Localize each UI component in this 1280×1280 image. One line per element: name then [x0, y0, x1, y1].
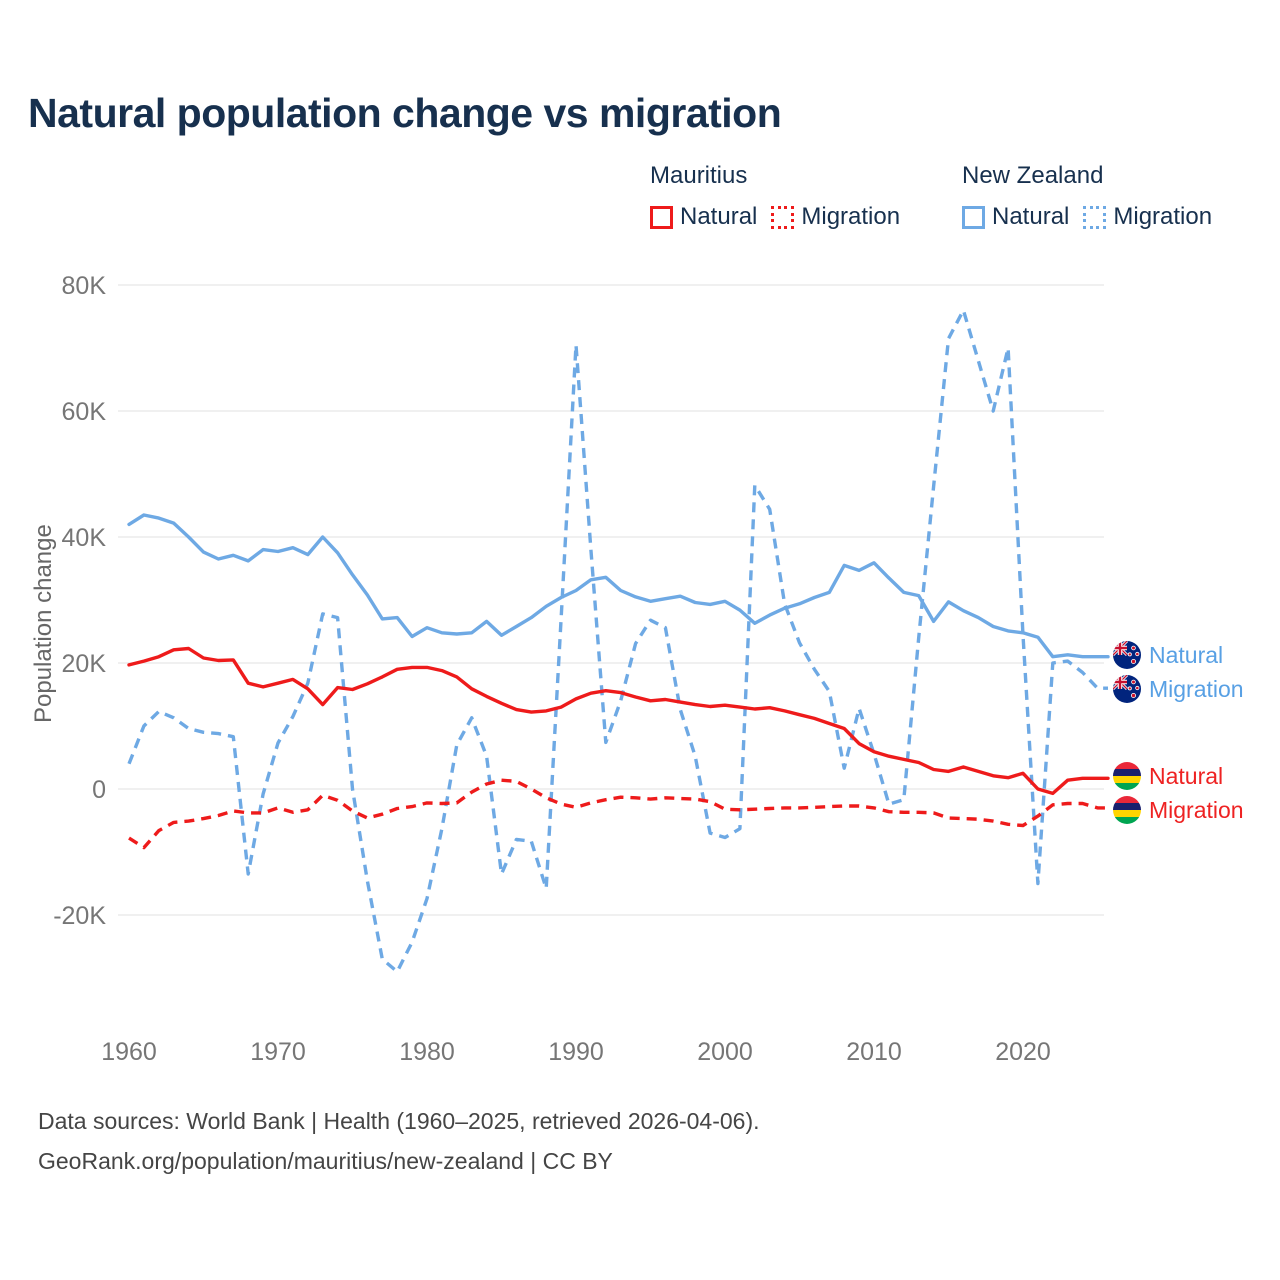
footer-attribution: GeoRank.org/population/mauritius/new-zealand | CC BY	[38, 1148, 613, 1174]
end-label-text: Natural	[1149, 762, 1224, 789]
end-label-text: Natural	[1149, 641, 1224, 668]
x-tick-label: 2010	[846, 1038, 902, 1066]
y-axis-title: Population change	[30, 524, 57, 723]
legend-label-new-zealand-migration: Migration	[1113, 203, 1213, 230]
x-tick-label: 2000	[697, 1038, 753, 1066]
legend-label-new-zealand-natural: Natural	[992, 203, 1070, 230]
end-label-text: Migration	[1149, 675, 1244, 702]
end-label-text: Migration	[1149, 796, 1244, 823]
legend-label-mauritius-migration: Migration	[801, 203, 901, 230]
legend-label-mauritius-natural: Natural	[680, 203, 758, 230]
footer-data-sources: Data sources: World Bank | Health (1960–2025, retrieved 2026-04-06).	[38, 1108, 760, 1134]
series-line-new-zealand-migration	[129, 310, 1108, 972]
x-tick-label: 1980	[399, 1038, 455, 1066]
y-tick-label: 20K	[61, 650, 106, 678]
new-zealand-flag-icon	[1113, 675, 1141, 703]
x-tick-label: 1990	[548, 1038, 604, 1066]
legend-country-mauritius: Mauritius	[650, 162, 748, 189]
legend-country-new-zealand: New Zealand	[962, 162, 1104, 189]
mauritius-flag-icon	[1113, 762, 1141, 790]
x-tick-label: 2020	[995, 1038, 1051, 1066]
y-tick-label: 80K	[61, 272, 106, 300]
x-tick-label: 1970	[250, 1038, 306, 1066]
y-tick-label: -20K	[53, 902, 106, 930]
series-line-mauritius-natural	[129, 649, 1108, 794]
series-line-new-zealand-natural	[129, 515, 1108, 657]
series-line-mauritius-migration	[129, 780, 1108, 847]
end-label-mauritius-natural	[1113, 762, 1223, 790]
y-tick-label: 60K	[61, 398, 106, 426]
new-zealand-flag-icon	[1113, 641, 1141, 669]
y-tick-label: 0	[92, 776, 106, 804]
end-label-mauritius-migration	[1113, 796, 1244, 824]
end-label-new-zealand-natural	[1113, 641, 1223, 669]
page-title: Natural population change vs migration	[28, 90, 782, 136]
y-tick-label: 40K	[61, 524, 106, 552]
end-label-new-zealand-migration	[1113, 675, 1244, 703]
mauritius-flag-icon	[1113, 796, 1141, 824]
x-tick-label: 1960	[101, 1038, 157, 1066]
